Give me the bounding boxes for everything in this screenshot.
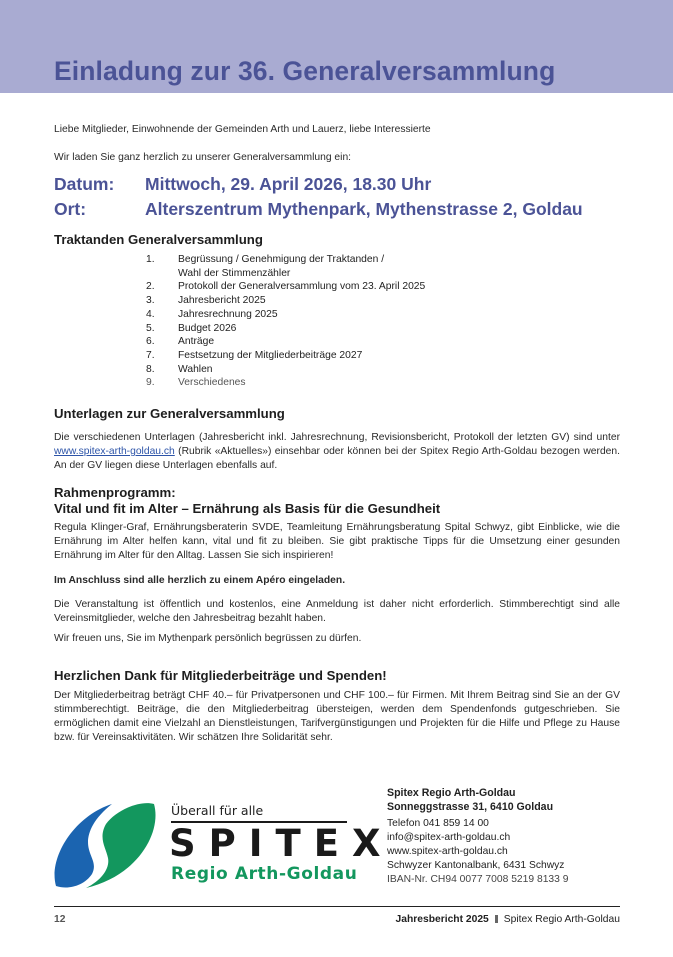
footer-divider (54, 906, 620, 907)
contact-org: Spitex Regio Arth-Goldau (387, 787, 516, 799)
agenda-item-number: 3. (146, 295, 155, 307)
thanks-heading: Herzlichen Dank für Mitgliederbeiträge und Spenden! (54, 668, 387, 683)
contact-phone: Telefon 041 859 14 00 (387, 818, 489, 829)
place-label: Ort: (54, 199, 87, 219)
agenda-item-number: 6. (146, 336, 155, 348)
agenda-item-number: 1. (146, 254, 155, 265)
page-number: 12 (54, 914, 66, 925)
footer-separator (495, 915, 498, 923)
agenda-item-text: Wahl der Stimmenzähler (178, 267, 291, 279)
documents-text (54, 431, 620, 473)
footer-org: Spitex Regio Arth-Goldau (503, 914, 620, 925)
agenda-item (146, 294, 425, 308)
program-heading-2: Vital und fit im Alter – Ernährung als Basis für die Gesundheit (54, 501, 441, 516)
thanks-text: Der Mitgliederbeitrag beträgt CHF 40.– für Privatpersonen und CHF 100.– für Firmen. Mit Ihrem Beitrag sind Sie an der GV stimmberechtigt. Beiträge, die den Mitgliederbeitrag übersteigen, werden dem Spendenfonds gutgeschrieben. Sie ermöglichen damit eine Vielzahl an Dienstleistungen, Tarifvergünstigungen und Projekten für die Hilfe und Pflege zu Hause bzw. für Vereinsaktivitäten. Wir schätzen Ihre Solidarität sehr. (54, 690, 620, 743)
event-place (54, 199, 583, 220)
agenda-item-number: 5. (146, 322, 155, 334)
program-heading-1: Rahmenprogramm: (54, 485, 176, 500)
contact-block (387, 786, 568, 887)
agenda-item (146, 322, 425, 336)
greeting: Liebe Mitglieder, Einwohnende der Gemeinden Arth und Lauerz, liebe Interessierte (54, 124, 431, 135)
documents-text-before: Die verschiedenen Unterlagen (Jahresbericht inkl. Jahresrechnung, Revisionsbericht, Protokoll der letzten GV) sind unter (54, 432, 620, 443)
agenda-item-number: 2. (146, 281, 155, 293)
logo-tagline: Überall für alle (171, 803, 264, 818)
agenda-item (146, 349, 425, 363)
agenda-item (146, 363, 425, 377)
agenda-item (146, 376, 425, 390)
page-title: Einladung zur 36. Generalversammlung (54, 56, 556, 86)
invitation-text: Wir laden Sie ganz herzlich zu unserer Generalversammlung ein: (54, 152, 352, 163)
agenda-item (146, 335, 425, 349)
date-value: Mittwoch, 29. April 2026, 18.30 Uhr (145, 174, 432, 194)
documents-heading: Unterlagen zur Generalversammlung (54, 406, 285, 421)
date-label: Datum: (54, 174, 115, 194)
agenda-item-text: Verschiedenes (178, 377, 246, 389)
apero-note: Im Anschluss sind alle herzlich zu einem Apéro eingeladen. (54, 575, 346, 586)
agenda-item-number: 7. (146, 349, 155, 361)
public-note: Die Veranstaltung ist öffentlich und kostenlos, eine Anmeldung ist daher nicht erforderlich. Stimmberechtigt sind alle Vereinsmitglieder, welche den Jahresbeitrag bezahlt haben. (54, 599, 620, 624)
agenda-list (146, 253, 425, 390)
logo-wordmark: SPITEX (169, 822, 394, 865)
agenda-item-number: 9. (146, 377, 155, 389)
agenda-item (146, 308, 425, 322)
agenda-item-text: Jahresbericht 2025 (178, 295, 266, 307)
agenda-item-number: 4. (146, 308, 155, 320)
footer-report: Jahresbericht 2025 (395, 914, 489, 925)
footer-running-title (395, 914, 620, 925)
spitex-logo-mark-icon (54, 798, 156, 890)
documents-text-after: (Rubrik «Aktuelles») einsehbar oder können bei der Spitex Regio Arth-Goldau bezogen werden. An der GV liegen diese Unterlagen ebenfalls auf. (54, 446, 620, 471)
agenda-item-text: Anträge (178, 336, 215, 348)
agenda-item-text: Budget 2026 (178, 322, 237, 334)
contact-bank: Schwyzer Kantonalbank, 6431 Schwyz (387, 860, 565, 871)
program-description: Regula Klinger-Graf, Ernährungsberaterin SVDE, Teamleitung Ernährungsberatung Spital Schwyz, gibt Einblicke, wie die Ernährung im Alter helfen kann, vital und fit zu bleiben. Sie gibt praktische Tipps für die Umsetzung einer gesunden Ernährung im Alter für den Alltag. Lassen Sie sich inspirieren! (54, 522, 620, 561)
agenda-item-text: Begrüssung / Genehmigung der Traktanden / (178, 254, 385, 265)
event-date (54, 174, 431, 195)
website-link[interactable]: www.spitex-arth-goldau.ch (54, 446, 175, 457)
agenda-item-number: 8. (146, 363, 155, 375)
agenda-item (146, 280, 425, 294)
contact-web[interactable]: www.spitex-arth-goldau.ch (387, 846, 508, 857)
agenda-item-text: Protokoll der Generalversammlung vom 23. April 2025 (178, 281, 426, 293)
title-banner (0, 0, 673, 93)
closing-text: Wir freuen uns, Sie im Mythenpark persönlich begrüssen zu dürfen. (54, 633, 362, 644)
agenda-item-text: Festsetzung der Mitgliederbeiträge 2027 (178, 349, 363, 361)
agenda-item-number (146, 267, 178, 281)
agenda-item (146, 267, 425, 281)
contact-iban: IBAN-Nr. CH94 0077 7008 5219 8133 9 (387, 874, 569, 885)
agenda-heading: Traktanden Generalversammlung (54, 232, 263, 247)
agenda-item-text: Jahresrechnung 2025 (178, 308, 278, 320)
agenda-item (146, 253, 425, 267)
contact-address: Sonneggstrasse 31, 6410 Goldau (387, 801, 554, 813)
contact-email[interactable]: info@spitex-arth-goldau.ch (387, 832, 511, 843)
agenda-item-text: Wahlen (178, 363, 213, 375)
logo-region: Regio Arth-Goldau (171, 864, 358, 884)
place-value: Alterszentrum Mythenpark, Mythenstrasse 2, Goldau (145, 199, 583, 219)
